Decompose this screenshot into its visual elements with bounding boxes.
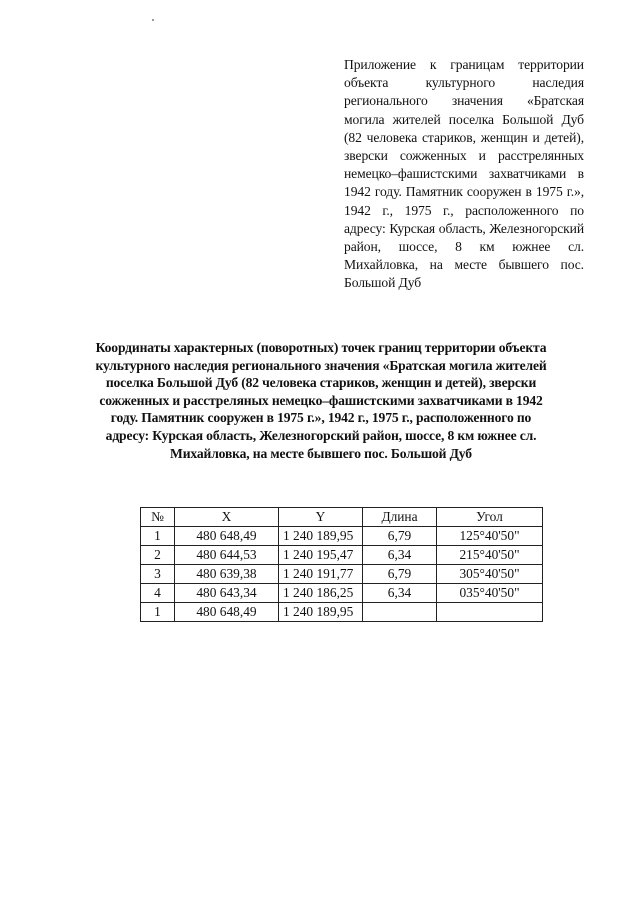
table-row (141, 527, 543, 546)
cell-y: 1 240 191,77 (279, 565, 363, 584)
table-row (141, 546, 543, 565)
cell-y: 1 240 195,47 (279, 546, 363, 565)
cell-length: 6,34 (363, 546, 437, 565)
cell-angle: 125°40'50" (437, 527, 543, 546)
cell-y: 1 240 189,95 (279, 603, 363, 622)
table-header-row (141, 508, 543, 527)
cell-y: 1 240 189,95 (279, 527, 363, 546)
cell-x: 480 643,34 (175, 584, 279, 603)
cell-number: 3 (141, 565, 175, 584)
page-title: Координаты характерных (поворотных) точек границ территории объекта культурного наследия регионального значения «Братская могила жителей поселка Большой Дуб (82 человека стариков, женщин и детей), зверски сожженных и расстреляных немецко–фашистскими захватчиками в 1942 году. Памятник сооружен в 1975 г.», 1942 г., 1975 г., расположенного по адресу: Курская область, Железногорский район, шоссе, 8 км южнее сл. Михайловка, на месте бывшего пос. Большой Дуб (95, 340, 547, 461)
header-number: № (141, 508, 175, 527)
cell-x: 480 644,53 (175, 546, 279, 565)
cell-y: 1 240 186,25 (279, 584, 363, 603)
header-x: X (175, 508, 279, 527)
cell-angle: 305°40'50" (437, 565, 543, 584)
cell-x: 480 639,38 (175, 565, 279, 584)
cell-angle: 215°40'50" (437, 546, 543, 565)
scan-speck (152, 19, 154, 21)
header-length: Длина (363, 508, 437, 527)
cell-number: 1 (141, 527, 175, 546)
table-row (141, 565, 543, 584)
cell-angle: 035°40'50" (437, 584, 543, 603)
cell-length: 6,79 (363, 527, 437, 546)
cell-x: 480 648,49 (175, 527, 279, 546)
cell-number: 4 (141, 584, 175, 603)
cell-number: 1 (141, 603, 175, 622)
cell-number: 2 (141, 546, 175, 565)
cell-angle (437, 603, 543, 622)
header-angle: Угол (437, 508, 543, 527)
cell-length: 6,79 (363, 565, 437, 584)
appendix-note: Приложение к границам территории объекта культурного наследия регионального значения «Братская могила жителей поселка Большой Дуб (82 человека стариков, женщин и детей), зверски сожженных и расстрелянных немецко–фашистскими захватчиками в 1942 году. Памятник сооружен в 1975 г.», 1942 г., 1975 г., расположенного по адресу: Курская область, Железногорский район, шоссе, 8 км южнее сл. Михайловка, на месте бывшего пос. Большой Дуб (344, 57, 584, 291)
header-y: Y (279, 508, 363, 527)
table-row (141, 584, 543, 603)
coordinates-table (140, 507, 543, 622)
cell-length: 6,34 (363, 584, 437, 603)
cell-length (363, 603, 437, 622)
cell-x: 480 648,49 (175, 603, 279, 622)
table-row (141, 603, 543, 622)
